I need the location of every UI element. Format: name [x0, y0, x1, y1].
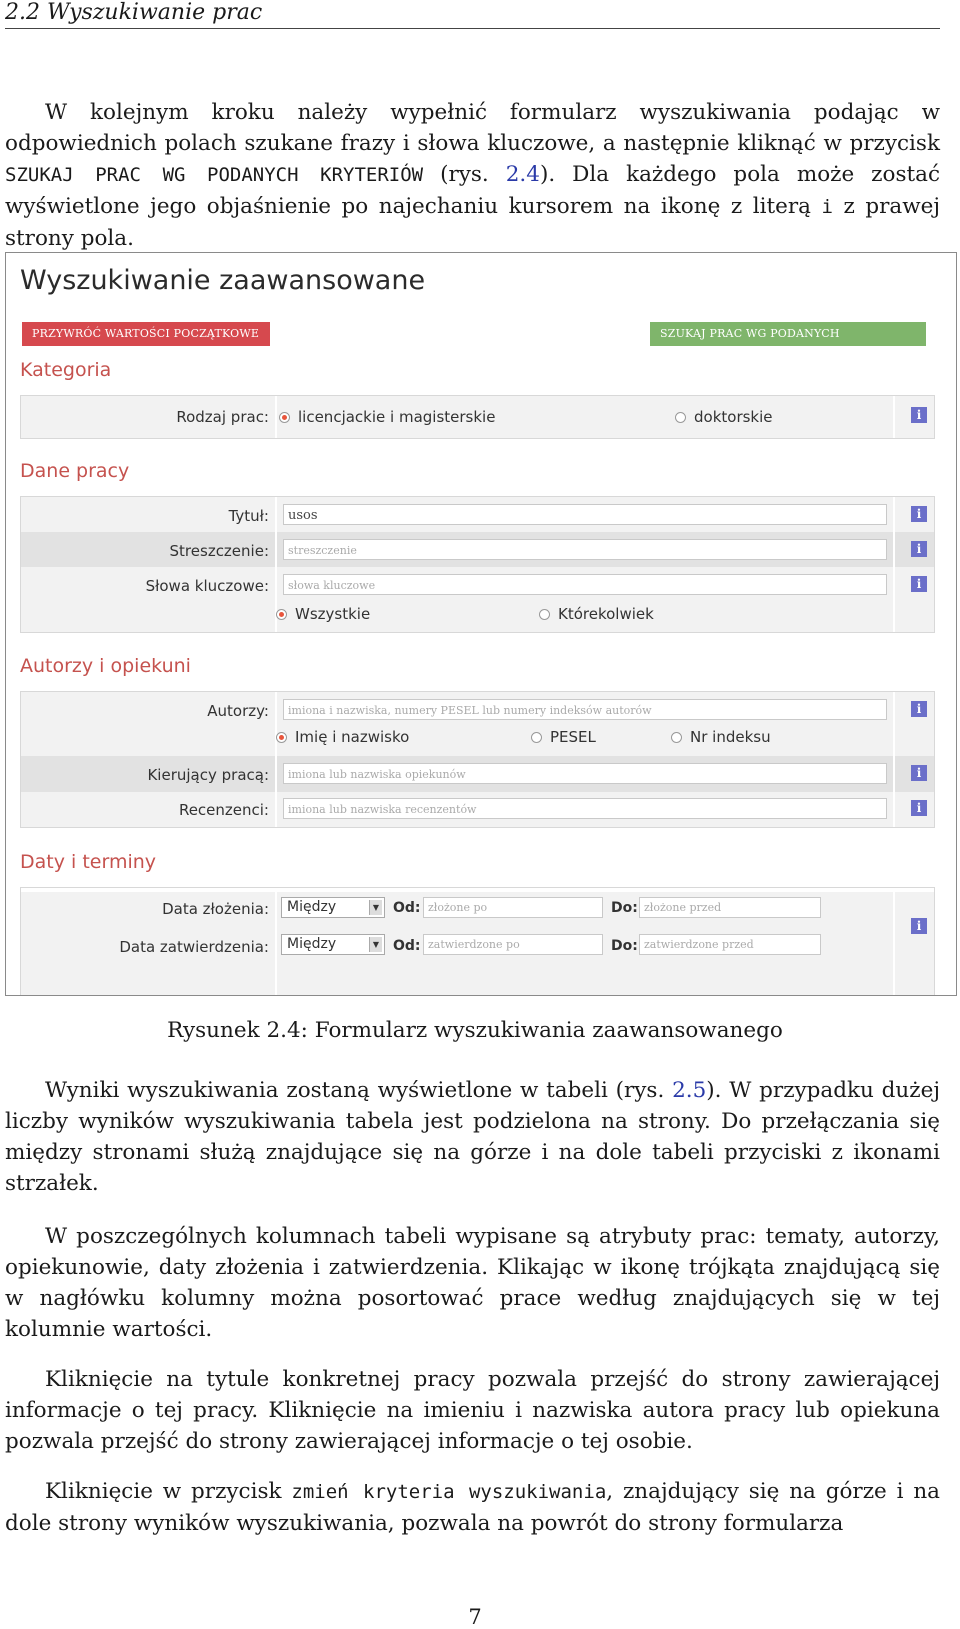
- paragraph-text: Kliknięcie w przycisk: [45, 1479, 292, 1504]
- dropdown-arrow-icon: ▼: [369, 937, 382, 952]
- radio-imie-nazwisko[interactable]: [276, 728, 409, 746]
- zatwierdzone-przed-input[interactable]: zatwierdzone przed: [639, 934, 821, 955]
- radio-label: Imię i nazwisko: [295, 728, 410, 746]
- zlozone-przed-input[interactable]: złożone przed: [639, 897, 821, 918]
- dane-pracy-box: [20, 496, 935, 633]
- radio-unchecked-icon: [675, 412, 686, 423]
- data-zlozenia-label: Data złożenia:: [162, 900, 269, 918]
- radio-pesel[interactable]: [531, 728, 596, 746]
- paragraph-text: , znajdujący się na górze i na dole strony wyników wyszukiwania, pozwala na powrót do strony formularza: [5, 1479, 940, 1536]
- slowa-kluczowe-input[interactable]: słowa kluczowe: [283, 574, 887, 595]
- radio-label: licencjackie i magisterskie: [298, 408, 496, 426]
- daty-box: [20, 887, 935, 996]
- figure-caption: Rysunek 2.4: Formularz wyszukiwania zaawansowanego: [167, 1018, 783, 1043]
- radio-label: Nr indeksu: [690, 728, 771, 746]
- running-head: [5, 0, 940, 29]
- info-icon[interactable]: i: [911, 541, 927, 557]
- radio-ktorekolwiek[interactable]: [539, 605, 654, 623]
- do-label: Do:: [611, 900, 638, 916]
- figure-ref-link[interactable]: 2.5: [672, 1078, 707, 1103]
- radio-label: Którekolwiek: [558, 605, 654, 623]
- advanced-search-screenshot: [5, 252, 957, 996]
- autorzy-box: [20, 691, 935, 828]
- radio-checked-icon: [276, 609, 287, 620]
- search-criteria-button[interactable]: SZUKAJ PRAC WG PODANYCH KRYTERIÓW: [650, 322, 926, 346]
- info-icon[interactable]: i: [911, 918, 927, 934]
- paragraph-text: z prawej strony pola.: [5, 194, 940, 251]
- od-label: Od:: [393, 938, 421, 954]
- section-heading-kategoria: Kategoria: [20, 359, 112, 381]
- section-heading-dane-pracy: Dane pracy: [20, 460, 130, 482]
- reset-defaults-button[interactable]: PRZYWRÓĆ WARTOŚCI POCZĄTKOWE: [22, 322, 270, 346]
- info-icon[interactable]: i: [911, 506, 927, 522]
- streszczenie-label: Streszczenie:: [169, 542, 269, 560]
- radio-label: doktorskie: [694, 408, 773, 426]
- autorzy-label: Autorzy:: [207, 702, 269, 720]
- form-title: Wyszukiwanie zaawansowane: [20, 265, 426, 296]
- info-icon[interactable]: i: [911, 407, 927, 423]
- paragraph-text: Kliknięcie na tytule konkretnej pracy pozwala przejść do strony zawierającej informacje o tej pracy. Kliknięcie na imieniu i nazwiska autora pracy lub opiekuna pozwala przejść do strony zawierającej informacje o tej osobie.: [5, 1367, 940, 1454]
- figure-ref-link[interactable]: 2.4: [505, 162, 540, 187]
- paragraph-text: Wyniki wyszukiwania zostaną wyświetlone w tabeli (rys.: [45, 1078, 673, 1103]
- paragraph-intro: [5, 97, 940, 254]
- paragraph-columns: [5, 1221, 940, 1345]
- info-icon[interactable]: i: [911, 701, 927, 717]
- slowa-kluczowe-label: Słowa kluczowe:: [145, 577, 269, 595]
- paragraph-click-title: [5, 1364, 940, 1457]
- select-value: Między: [287, 936, 337, 952]
- select-value: Między: [287, 899, 337, 915]
- data-zlozenia-select[interactable]: [281, 897, 385, 918]
- recenzenci-input[interactable]: imiona lub nazwiska recenzentów: [283, 798, 887, 819]
- info-icon[interactable]: i: [911, 800, 927, 816]
- info-icon[interactable]: i: [911, 576, 927, 592]
- radio-unchecked-icon: [539, 609, 550, 620]
- od-label: Od:: [393, 900, 421, 916]
- paragraph-text: ). W przypadku dużej liczby wyników wyszukiwania tabela jest podzielona na strony. Do przełączania się między stronami służą znajdujące się na górze i na dole tabeli przyciski z ikonami strzałek.: [5, 1078, 940, 1196]
- zlozone-po-input[interactable]: złożone po: [423, 897, 603, 918]
- paragraph-text: (rys.: [423, 162, 506, 187]
- tytul-label: Tytuł:: [228, 507, 269, 525]
- paragraph-change-criteria: [5, 1476, 940, 1539]
- kierujacy-input[interactable]: imiona lub nazwiska opiekunów: [283, 763, 887, 784]
- autorzy-input[interactable]: imiona i nazwiska, numery PESEL lub numery indeksów autorów: [283, 699, 887, 720]
- code-search-button-name: SZUKAJ PRAC WG PODANYCH KRYTERIÓW: [5, 164, 424, 186]
- paragraph-text: ). Dla każdego pola może zostać wyświetlone jego objaśnienie po najechaniu kursorem na ikonę z literą: [5, 162, 940, 219]
- zatwierdzone-po-input[interactable]: zatwierdzone po: [423, 934, 603, 955]
- rodzaj-prac-label: Rodzaj prac:: [176, 408, 269, 426]
- paragraph-text: W poszczególnych kolumnach tabeli wypisane są atrybuty prac: tematy, autorzy, opiekunowie, daty złożenia i zatwierdzenia. Klikając w ikonę trójkąta znajdującą się w nagłówku kolumny można posortować prace według znajdujących się w tej kolumnie wartości.: [5, 1224, 940, 1342]
- radio-doktorskie[interactable]: [675, 408, 773, 426]
- kategoria-box: [20, 395, 935, 439]
- radio-checked-icon: [276, 732, 287, 743]
- radio-unchecked-icon: [671, 732, 682, 743]
- do-label: Do:: [611, 938, 638, 954]
- dropdown-arrow-icon: ▼: [369, 900, 382, 915]
- radio-label: Wszystkie: [295, 605, 371, 623]
- streszczenie-input[interactable]: streszczenie: [283, 539, 887, 560]
- radio-label: PESEL: [550, 728, 596, 746]
- running-head-title: 2.2 Wyszukiwanie prac: [5, 0, 263, 25]
- radio-wszystkie[interactable]: [276, 605, 370, 623]
- section-heading-daty: Daty i terminy: [20, 851, 157, 873]
- info-icon[interactable]: i: [911, 765, 927, 781]
- kierujacy-label: Kierujący pracą:: [147, 766, 269, 784]
- paragraph-text: W kolejnym kroku należy wypełnić formularz wyszukiwania podając w odpowiednich polach szukane frazy i słowa kluczowe, a następnie kliknąć w przycisk: [5, 100, 940, 156]
- radio-checked-icon: [279, 412, 290, 423]
- paragraph-results: [5, 1075, 940, 1199]
- data-zatwierdzenia-label: Data zatwierdzenia:: [119, 938, 269, 956]
- radio-nr-indeksu[interactable]: [671, 728, 771, 746]
- data-zatwierdzenia-select[interactable]: [281, 934, 385, 955]
- page-number: 7: [468, 1605, 482, 1629]
- radio-licencjackie[interactable]: [279, 408, 495, 426]
- code-letter-i: i: [821, 196, 833, 218]
- radio-unchecked-icon: [531, 732, 542, 743]
- section-heading-autorzy: Autorzy i opiekuni: [20, 655, 191, 677]
- tytul-input[interactable]: usos: [283, 504, 887, 525]
- recenzenci-label: Recenzenci:: [178, 801, 269, 819]
- code-change-criteria: zmień kryteria wyszukiwania: [291, 1481, 607, 1503]
